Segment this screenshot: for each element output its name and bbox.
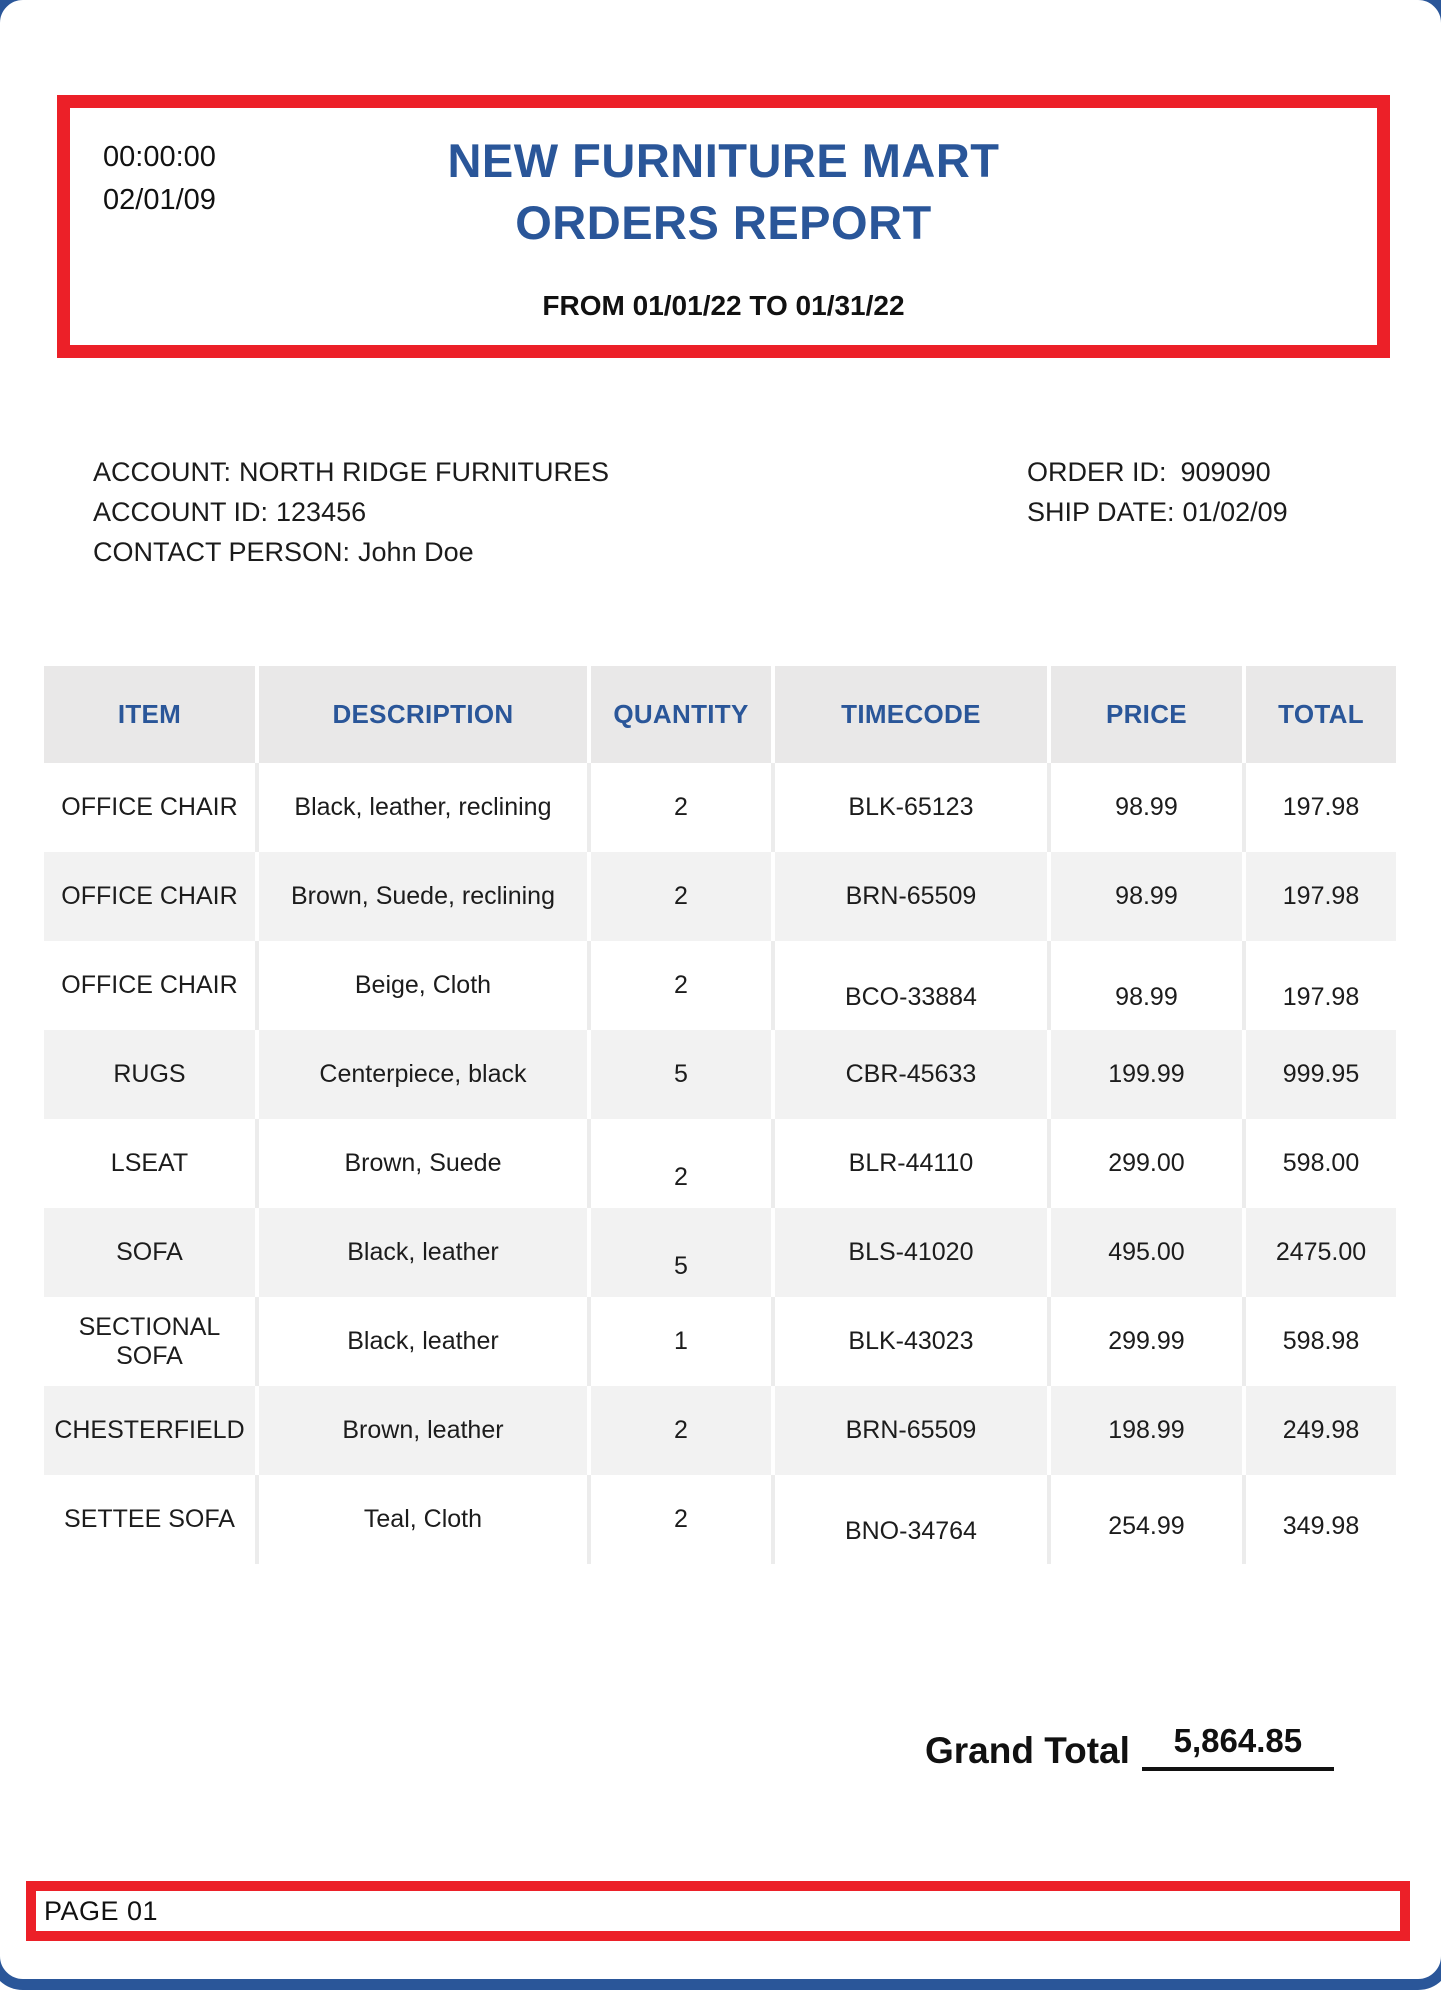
ship-date-label: SHIP DATE: — [1027, 497, 1175, 527]
account-label: ACCOUNT: — [93, 457, 232, 487]
report-header-box — [57, 95, 1390, 358]
table-cell-quantity: 2 — [589, 941, 773, 1030]
column-header-item: ITEM — [44, 666, 257, 763]
table-cell-price: 254.99 — [1049, 1475, 1244, 1564]
page-footer-box — [26, 1881, 1410, 1941]
column-header-price: PRICE — [1049, 666, 1244, 763]
table-cell-description: Brown, Suede — [257, 1119, 589, 1208]
table-row — [44, 1119, 1396, 1208]
order-id-value: 909090 — [1180, 457, 1271, 487]
table-cell-description: Brown, Suede, reclining — [257, 852, 589, 941]
table-cell-item: OFFICE CHAIR — [61, 971, 238, 999]
table-row — [44, 763, 1396, 852]
table-cell-item: OFFICE CHAIR — [61, 793, 238, 821]
contact-person-label: CONTACT PERSON: — [93, 537, 351, 567]
table-cell-quantity: 1 — [589, 1297, 773, 1386]
account-id-line — [93, 492, 609, 532]
table-row — [44, 1475, 1396, 1564]
table-cell-quantity: 2 — [589, 852, 773, 941]
table-cell-price: 98.99 — [1049, 763, 1244, 852]
table-cell-item: SETTEE SOFA — [64, 1505, 235, 1533]
order-id-line — [1027, 452, 1288, 492]
ship-date-value: 01/02/09 — [1182, 497, 1288, 527]
table-cell-timecode: CBR-45633 — [773, 1030, 1049, 1119]
table-cell-timecode: BNO-34764 — [773, 1475, 1049, 1564]
table-cell-quantity: 2 — [589, 763, 773, 852]
table-cell-total: 197.98 — [1244, 852, 1396, 941]
column-header-timecode: TIMECODE — [773, 666, 1049, 763]
table-cell-price: 198.99 — [1049, 1386, 1244, 1475]
contact-person-line — [93, 532, 609, 572]
table-cell-item: RUGS — [44, 1030, 257, 1119]
table-row — [44, 1208, 1396, 1297]
table-cell-total: 598.00 — [1244, 1119, 1396, 1208]
table-cell-timecode: BRN-65509 — [773, 1386, 1049, 1475]
table-cell-description: Black, leather, reclining — [257, 763, 589, 852]
account-value: NORTH RIDGE FURNITURES — [239, 457, 610, 487]
contact-person-value: John Doe — [358, 537, 474, 567]
account-info-left — [93, 452, 609, 572]
table-cell-timecode: BLK-43023 — [773, 1297, 1049, 1386]
table-header-row — [44, 666, 1396, 763]
orders-table — [44, 666, 1396, 1564]
table-row — [44, 1297, 1396, 1386]
table-row — [44, 852, 1396, 941]
table-cell-description: Centerpiece, black — [257, 1030, 589, 1119]
column-header-description: DESCRIPTION — [257, 666, 589, 763]
table-cell-total: 2475.00 — [1244, 1208, 1396, 1297]
table-cell-price: 495.00 — [1049, 1208, 1244, 1297]
table-cell-description: Black, leather — [257, 1208, 589, 1297]
table-cell-item: OFFICE CHAIR — [44, 852, 257, 941]
table-cell-quantity: 2 — [589, 1475, 773, 1564]
table-cell-quantity: 2 — [589, 1119, 773, 1208]
report-title — [70, 130, 1377, 254]
table-cell-total: 349.98 — [1244, 1475, 1396, 1564]
table-cell-description: Teal, Cloth — [257, 1475, 589, 1564]
grand-total-label: Grand Total — [925, 1730, 1130, 1771]
report-title-line2: ORDERS REPORT — [515, 196, 932, 249]
grand-total-underline — [1142, 1722, 1334, 1771]
table-cell-total: 249.98 — [1244, 1386, 1396, 1475]
ship-date-line — [1027, 492, 1288, 532]
table-cell-timecode: BLS-41020 — [773, 1208, 1049, 1297]
page-number-label: PAGE 01 — [44, 1895, 159, 1926]
table-cell-timecode: BCO-33884 — [773, 941, 1049, 1030]
table-cell-quantity: 2 — [589, 1386, 773, 1475]
order-id-label: ORDER ID: — [1027, 457, 1167, 487]
table-cell-price: 299.99 — [1049, 1297, 1244, 1386]
report-date: 02/01/09 — [103, 184, 216, 216]
table-row — [44, 1386, 1396, 1475]
table-cell-item: LSEAT — [110, 1149, 189, 1177]
table-cell-total: 598.98 — [1244, 1297, 1396, 1386]
table-cell-item: SECTIONAL SOFA — [78, 1312, 221, 1370]
table-cell-description: Beige, Cloth — [257, 941, 589, 1030]
table-cell-price: 299.00 — [1049, 1119, 1244, 1208]
table-cell-quantity: 5 — [589, 1208, 773, 1297]
account-id-label: ACCOUNT ID: — [93, 497, 269, 527]
table-cell-description: Black, leather — [257, 1297, 589, 1386]
table-cell-price: 199.99 — [1049, 1030, 1244, 1119]
table-cell-timecode: BLR-44110 — [773, 1119, 1049, 1208]
grand-total-value: 5,864.85 — [1173, 1722, 1303, 1759]
table-cell-total: 999.95 — [1244, 1030, 1396, 1119]
table-cell-timecode: BLK-65123 — [773, 763, 1049, 852]
table-cell-item: SOFA — [44, 1208, 257, 1297]
column-header-total: TOTAL — [1244, 666, 1396, 763]
table-cell-price: 98.99 — [1049, 852, 1244, 941]
table-cell-item: CHESTERFIELD — [44, 1386, 257, 1475]
table-cell-total: 197.98 — [1244, 763, 1396, 852]
report-date-range: FROM 01/01/22 TO 01/31/22 — [542, 290, 905, 321]
account-info-right — [1027, 452, 1288, 532]
table-cell-timecode: BRN-65509 — [773, 852, 1049, 941]
table-row — [44, 1030, 1396, 1119]
table-cell-price: 98.99 — [1049, 941, 1244, 1030]
report-time: 00:00:00 — [103, 141, 216, 173]
table-row — [44, 941, 1396, 1030]
grand-total — [925, 1722, 1334, 1771]
report-title-line1: NEW FURNITURE MART — [447, 134, 1000, 187]
table-cell-total: 197.98 — [1244, 941, 1396, 1030]
column-header-quantity: QUANTITY — [589, 666, 773, 763]
account-id-value: 123456 — [276, 497, 367, 527]
table-cell-description: Brown, leather — [257, 1386, 589, 1475]
account-name-line — [93, 452, 609, 492]
table-cell-quantity: 5 — [589, 1030, 773, 1119]
